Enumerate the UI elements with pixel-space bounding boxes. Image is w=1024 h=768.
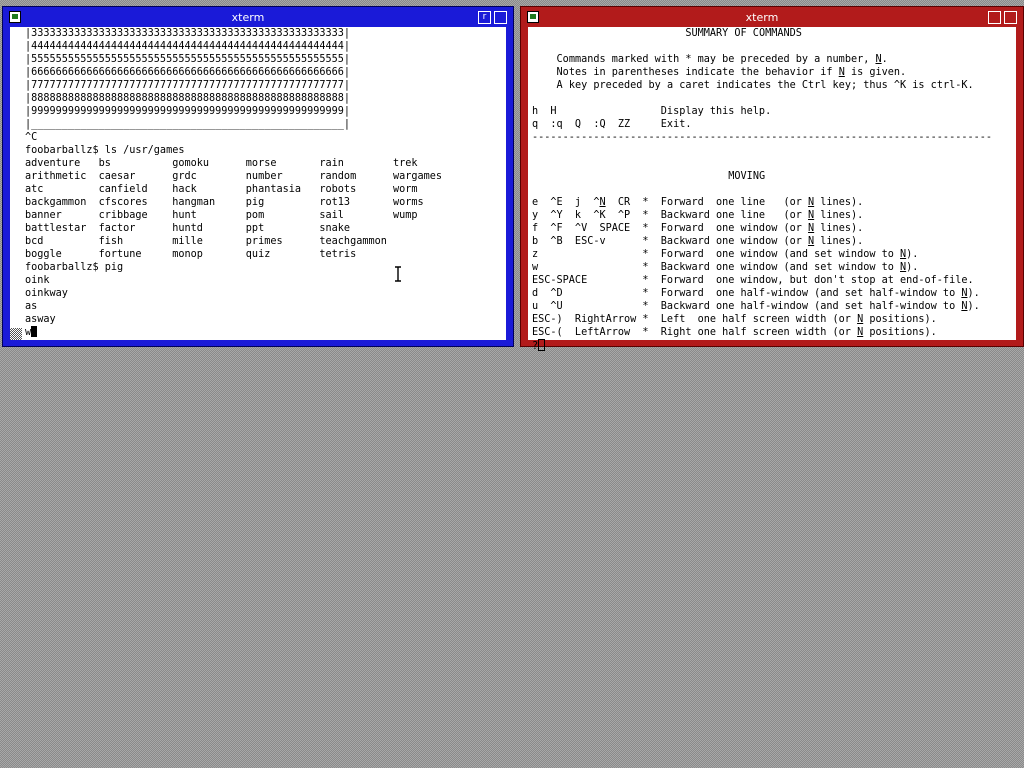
terminal-left[interactable] xyxy=(10,27,506,340)
maximize-icon[interactable] xyxy=(1004,11,1017,24)
terminal-line: bcd fish mille primes teachgammon xyxy=(25,236,387,247)
terminal-line: Notes in parentheses indicate the behavior if N is given. xyxy=(556,67,907,78)
terminal-line: adventure bs gomoku morse rain trek xyxy=(25,158,418,169)
terminal-line: u ^U * Backward one half-window (and set half-window to N). xyxy=(532,301,980,312)
terminal-line: |333333333333333333333333333333333333333333333333333| xyxy=(25,28,351,39)
terminal-line: ^C xyxy=(25,132,38,143)
terminal-line: Commands marked with * may be preceded by a number, N. xyxy=(556,54,888,65)
minimize-icon[interactable]: r xyxy=(478,11,491,24)
terminal-line: |___________________________________________________| xyxy=(25,119,351,130)
terminal-line: e ^E j ^N CR * Forward one line (or N lines). xyxy=(532,197,864,208)
terminal-line: oinkway xyxy=(25,288,68,299)
scrollbar-left[interactable] xyxy=(10,27,22,340)
input-text: w xyxy=(25,327,32,338)
terminal-line: |666666666666666666666666666666666666666666666666666| xyxy=(25,67,351,78)
window-menu-icon[interactable] xyxy=(9,11,21,23)
help-moving-lines xyxy=(528,196,1016,339)
terminal-line: banner cribbage hunt pom sail wump xyxy=(25,210,418,221)
titlebar-left[interactable] xyxy=(7,10,509,25)
terminal-line: b ^B ESC-v * Backward one window (or N lines). xyxy=(532,236,864,247)
terminal-line: ESC-SPACE * Forward one window, but don't stop at end-of-file. xyxy=(532,275,974,286)
terminal-line: |777777777777777777777777777777777777777777777777777| xyxy=(25,80,351,91)
prompt-text: ? xyxy=(532,341,539,352)
text-cursor xyxy=(31,326,37,337)
title-area-right[interactable] xyxy=(543,10,981,25)
terminal-line: arithmetic caesar grdc number random wargames xyxy=(25,171,443,182)
terminal-line: |444444444444444444444444444444444444444444444444444| xyxy=(25,41,351,52)
titlebar-right[interactable] xyxy=(525,10,1019,25)
terminal-line: f ^F ^V SPACE * Forward one window (or N lines). xyxy=(532,223,864,234)
terminal-line: battlestar factor huntd ppt snake xyxy=(25,223,351,234)
terminal-line: |999999999999999999999999999999999999999999999999999| xyxy=(25,106,351,117)
terminal-line: q :q Q :Q ZZ Exit. xyxy=(532,119,692,130)
window-title-left: xterm xyxy=(231,11,265,24)
terminal-line: foobarballz$ ls /usr/games xyxy=(25,145,185,156)
xterm-window-right[interactable] xyxy=(520,6,1024,352)
terminal-line: ESC-) RightArrow * Left one half screen width (or N positions). xyxy=(532,314,937,325)
pager-prompt[interactable] xyxy=(528,339,1016,353)
spacer xyxy=(528,92,1016,105)
terminal-line: as xyxy=(25,301,38,312)
terminal-line: boggle fortune monop quiz tetris xyxy=(25,249,357,260)
terminal-line: h H Display this help. xyxy=(532,106,772,117)
terminal-line: z * Forward one window (and set window to N). xyxy=(532,249,919,260)
help-heading xyxy=(528,27,1016,40)
spacer xyxy=(528,183,1016,196)
section-title xyxy=(528,170,1016,183)
terminal-line: ESC-( LeftArrow * Right one half screen width (or N positions). xyxy=(532,327,937,338)
terminal-line: y ^Y k ^K ^P * Backward one line (or N lines). xyxy=(532,210,864,221)
terminal-line: d ^D * Forward one half-window (and set half-window to N). xyxy=(532,288,980,299)
title-area-left[interactable] xyxy=(25,10,471,25)
section-title-text: MOVING xyxy=(728,171,766,182)
spacer xyxy=(528,157,1016,170)
help-divider: --------------------------------------------------------------------------- xyxy=(532,132,993,143)
terminal-line: |555555555555555555555555555555555555555555555555555| xyxy=(25,54,351,65)
ibeam-cursor-icon xyxy=(393,266,403,282)
minimize-icon[interactable] xyxy=(988,11,1001,24)
heading-text: SUMMARY OF COMMANDS xyxy=(685,28,802,39)
window-title-right: xterm xyxy=(745,11,779,24)
terminal-line: backgammon cfscores hangman pig rot13 worms xyxy=(25,197,424,208)
terminal-input-line[interactable] xyxy=(10,326,506,339)
xterm-window-left[interactable] xyxy=(2,6,514,347)
terminal-line: |888888888888888888888888888888888888888888888888888| xyxy=(25,93,351,104)
terminal-line: oink xyxy=(25,275,50,286)
window-menu-icon[interactable] xyxy=(527,11,539,23)
spacer xyxy=(528,40,1016,53)
terminal-line: asway xyxy=(25,314,56,325)
help-help-lines xyxy=(528,105,1016,131)
maximize-icon[interactable] xyxy=(494,11,507,24)
terminal-line: foobarballz$ pig xyxy=(25,262,124,273)
help-intro xyxy=(528,53,1016,92)
scroll-thumb-left[interactable] xyxy=(10,328,22,340)
terminal-line: atc canfield hack phantasia robots worm xyxy=(25,184,418,195)
spacer xyxy=(528,144,1016,157)
terminal-line: A key preceded by a caret indicates the Ctrl key; thus ^K is ctrl-K. xyxy=(556,80,974,91)
terminal-right[interactable] xyxy=(528,27,1016,352)
terminal-line: w * Backward one window (and set window to N). xyxy=(532,262,919,273)
text-cursor xyxy=(538,339,545,351)
terminal-output-left xyxy=(10,27,506,326)
